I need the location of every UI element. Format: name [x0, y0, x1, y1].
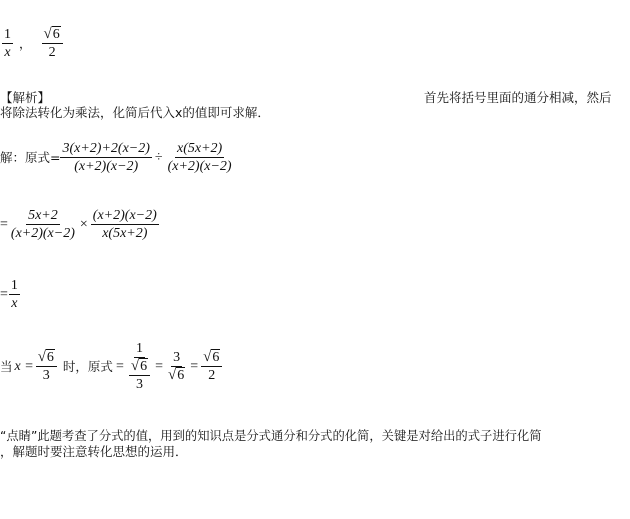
step2-fraction-a: $\frac{5x+2}{(x+2)(x-2)}$ — [10, 208, 75, 241]
step1-fraction-b: $\frac{x(5x+2)}{(x+2)(x-2)}$ — [167, 141, 232, 174]
answer-fraction-1: $\frac{1}{x}$ — [4, 27, 11, 60]
answer-fraction-2: √ 6 2 — [42, 26, 63, 61]
analysis-text-line2: 将除法转化为乘法，化简后代入x的值即可求解． — [0, 105, 270, 120]
solution-step-4 — [0, 340, 222, 393]
fraction-3-over-root6: 3 √ 6 — [167, 350, 185, 383]
result-fraction: √ 6 2 — [201, 349, 222, 384]
step2-fraction-b: $\frac{(x+2)(x-2)}{x(5x+2)}$ — [92, 208, 157, 241]
multiply-sign: × — [79, 216, 88, 232]
compound-fraction: 1 √ 6 3 — [127, 340, 152, 393]
solution-step-3 — [0, 277, 20, 312]
step3-fraction: $\frac{1}{x}$ — [10, 278, 18, 311]
inner-fraction: √ 6 3 — [129, 358, 150, 393]
x-equals: x = — [14, 358, 34, 374]
equals-sign: = — [0, 286, 8, 302]
comment-line-1: “点睛”此题考查了分式的值，用到的知识点是分式通分和分式的化简，关键是对给出的式子进行化简 — [0, 429, 542, 443]
equals-sign: = — [115, 358, 124, 374]
when-label: 当 — [0, 358, 13, 374]
x-value-fraction: √ 6 3 — [36, 349, 57, 384]
solution-step-2 — [0, 207, 159, 242]
equals-sign: = — [155, 358, 163, 374]
solution-step-1 — [0, 140, 234, 175]
equals-sign: = — [0, 216, 8, 232]
comment-line-2: ，解题时要注意转化思想的运用． — [0, 444, 188, 459]
answer-row — [2, 26, 63, 61]
analysis-text-right: 首先将括号里面的通分相减，然后 — [424, 90, 612, 105]
analysis-heading: 【解析】 — [0, 90, 51, 105]
solution-prefix: 解：原式= — [0, 149, 61, 165]
divide-sign: ÷ — [154, 149, 163, 165]
equals-sign: = — [190, 358, 199, 374]
step1-fraction-a: $\frac{3(x+2)+2(x-2)}{(x+2)(x-2)}$ — [62, 141, 150, 174]
answer-separator: ， — [19, 35, 32, 51]
then-label: 时，原式 — [62, 358, 113, 374]
